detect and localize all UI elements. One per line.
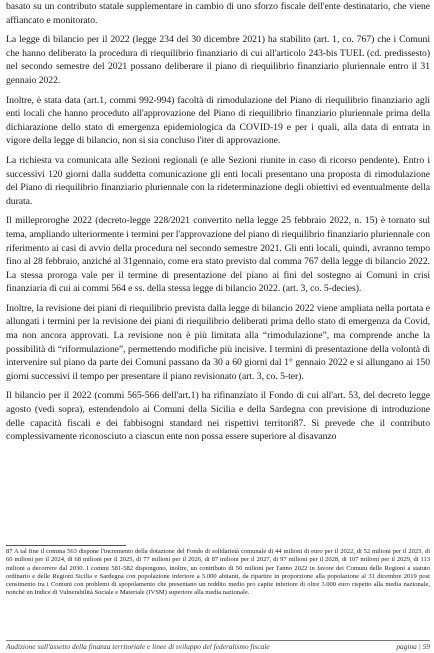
paragraph: Il milleproroghe 2022 (decreto-legge 228/2021 convertito nella legge 25 febbraio 2022, n. 15) è tornato sul tema, ampliando ulteriormente i termini per l'approvazione del piano di riequilibrio finanziario pluriennale con riferimento ai casi di avvio della procedura nel secondo semestre 2021. Gli enti locali, quindi, avranno tempo fino al 28 febbraio, anziché al 31gennaio, come era stato previsto dal comma 767 della legge di bilancio 2022. La stessa proroga vale per il termine di presentazione del piano ai fini del sostegno ai Comuni in crisi finanziaria di cui ai commi 564 e ss. della stessa legge di bilancio 2022. (art. 3, co. 5-decies). [6,215,430,295]
footnotes [6,548,430,598]
footer-divider [6,640,430,641]
paragraph: basato su un contributo statale supplementare in cambio di uno sforzo fiscale dell'ente destinatario, che viene affiancato e monitorato. [6,1,430,26]
main-text [6,0,430,444]
footnote-separator [6,545,126,546]
paragraph: Inoltre, è stata data (art.1, commi 992-994) facoltà di rimodulazione del Piano di riequilibrio finanziario agli enti locali che hanno proceduto all'approvazione del Piano di riequilibrio finanziario pluriennale prima della dichiarazione dello stato di emergenza epidemiologica da COVID-19 e per i quali, alla data di entrata in vigore della legge di bilancio, non si sia concluso l'iter di approvazione. [6,94,430,147]
paragraph: Il bilancio per il 2022 (commi 565-566 dell'art.1) ha rifinanziato il Fondo di cui all'art. 53, del decreto legge agosto (vedi sopra), estendendolo ai Comuni della Sicilia e della Sardegna con previsione di introduzione delle capacità fiscali e dei fabbisogni standard nei rispettivi territori87. Si prevede che il contributo complessivamente riconosciuto a ciascun ente non possa essere superiore al disavanzo [6,390,430,443]
paragraph: La richiesta va comunicata alle Sezioni regionali (e alle Sezioni riunite in caso di ricorso pendente). Entro i successivi 120 giorni dalla suddetta comunicazione gli enti locali presentano una proposta di rimodulazione del Piano di riequilibrio finanziario pluriennale con la rideterminazione degli obiettivi ed eventualmente della durata. [6,154,430,207]
footnote-87: 87 A tal fine il comma 563 dispone l'incremento della dotazione del Fondo di solidarietà comunale di 44 milioni di euro per il 2022, di 52 milioni per il 2023, di 60 milioni per il 2024, di 68 milioni per il 2025, di 77 milioni per il 2026, di 87 milioni per il 2027, di 97 milioni per il 2028, di 107 milioni per il 2029, di 113 milioni a decorrere dal 2030. I commi 581-582 dispongono, inoltre, un contributo di 50 milioni per l'anno 2022 in favore dei Comuni delle Regioni a statuto ordinario e delle Regioni Sicilia e Sardegna con popolazione inferiore a 5.000 abitanti, da ripartire in proporzione alla popolazione al 31 dicembre 2019 post censimento tra i Comuni con problemi di spopolamento che presentano un reddito medio pro capite inferiore di oltre 3.000 euro rispetto alla media nazionale, nonché un Indice di Vulnerabilità Sociale e Materiale (IVSM) superiore alla media nazionale. [6,548,430,597]
page-number: pagina | 59 [396,642,430,651]
paragraph: Inoltre, la revisione dei piani di riequilibrio prevista dalla legge di bilancio 2022 viene ampliata nella portata e allungati i termini per la revisione dei piani di riequilibrio deliberati prima dello stato di emergenza da Covid, ma non ancora approvati. La revisione non è più limitata alla “rimodulazione”, ma comprende anche la possibilità di “riformulazione”, permettendo modifiche più incisive. I termini di presentazione della volontà di intervenire sul piano da parte dei Comuni passano da 30 a 60 giorni dal 1° gennaio 2022 e si allungano ai 150 giorni successivi il tempo per presentare il piano revisionato (art. 3, co. 5-ter). [6,302,430,382]
footer-title: Audizione sull'assetto della finanza territoriale e linee di sviluppo del federalismo fiscale [6,642,270,651]
paragraph: La legge di bilancio per il 2022 (legge 234 del 30 dicembre 2021) ha stabilito (art. 1, co. 767) che i Comuni che hanno deliberato la procedura di riequilibrio finanziario di cui all'articolo 243-bis TUEL (cd. predissesto) nel secondo semestre del 2021 possano deliberare il piano di riequilibrio finanziario pluriennale entro il 31 gennaio 2022. [6,34,430,86]
page-footer [6,640,430,652]
